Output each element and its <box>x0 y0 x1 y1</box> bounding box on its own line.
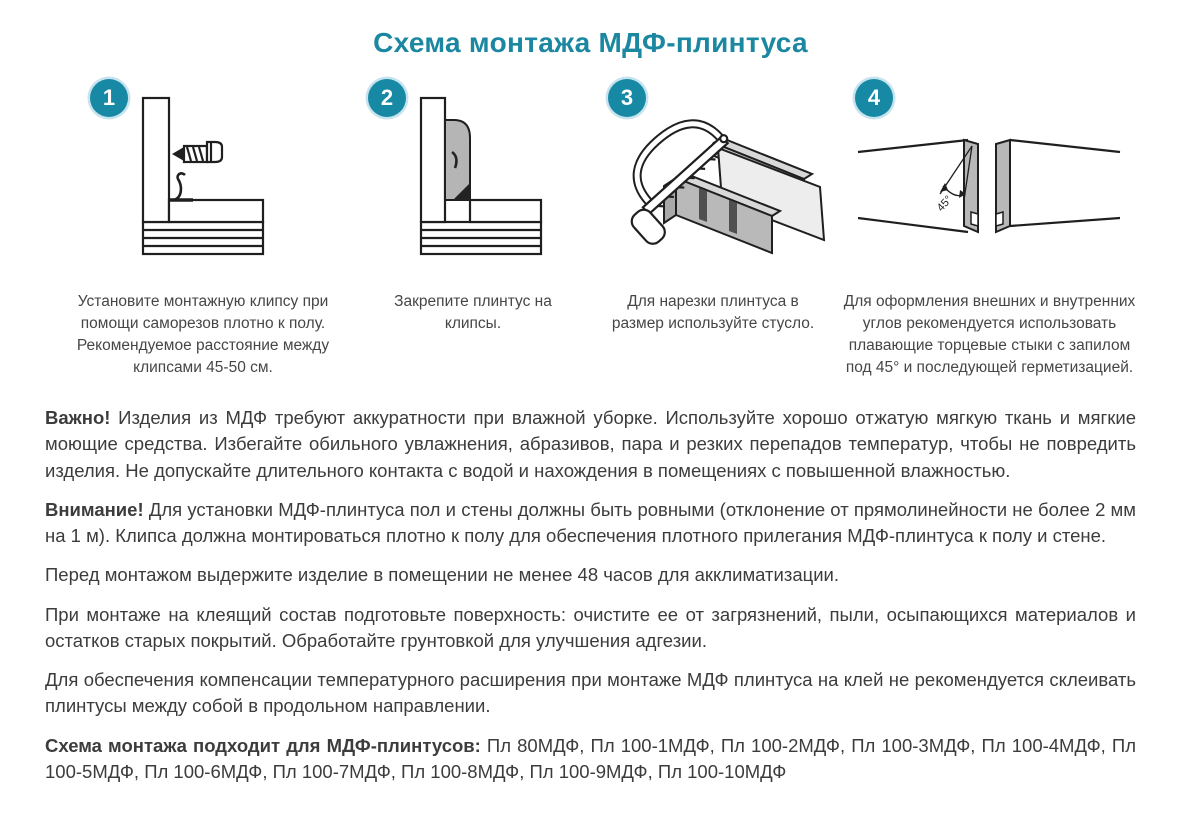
step-2-caption: Закрепите плинтус на клипсы. <box>394 293 552 332</box>
step-2 <box>358 79 588 379</box>
paragraph-expansion-text: Для обеспечения компенсации температурного расширения при монтаже МДФ плинтуса на клей не рекомендуется склеивать плинтусы между собой в продольном направлении. <box>45 669 1136 717</box>
step-1-caption: Установите монтажную клипсу при помощи саморезов плотно к полу. Рекомендуемое расстояние между клипсами 45-50 см. <box>76 293 330 376</box>
step-3-number: 3 <box>620 85 634 110</box>
paragraph-compatible-models-text: Пл 80МДФ, Пл 100-1МДФ, Пл 100-2МДФ, Пл 100-3МДФ, Пл 100-4МДФ, Пл 100-5МДФ, Пл 100-6МДФ, Пл 100-7МДФ, Пл 100-8МДФ, Пл 100-9МДФ, Пл 100-10МДФ <box>45 734 1136 782</box>
angle-45-label: 45° <box>934 193 955 214</box>
corner-joint-45deg-icon <box>850 100 1130 260</box>
step-4-caption: Для оформления внешних и внутренних углов рекомендуется использовать плавающие торцевые стыки с запилом под 45° и последующей герметизацией. <box>843 293 1136 376</box>
step-1 <box>48 79 358 379</box>
steps-row <box>48 79 1141 379</box>
step-3 <box>588 79 838 379</box>
body-text <box>45 405 1136 785</box>
step-3-caption: Для нарезки плинтуса в размер используйте стусло. <box>611 293 815 332</box>
step-4-number: 4 <box>867 85 881 110</box>
step-2-badge <box>368 79 406 117</box>
paragraph-important <box>45 405 1136 484</box>
paragraph-important-text: Изделия из МДФ требуют аккуратности при влажной уборке. Используйте хорошо отжатую мягкую ткань и мягкие моющие средства. Избегайте обильного увлажнения, абразивов, пара и резких перепадов температур, чтобы не повредить изделия. Не допускайте длительного контакта с водой и нахождения в помещениях с повышенной влажностью. <box>45 407 1136 481</box>
step-2-number: 2 <box>380 85 394 110</box>
paragraph-attention <box>45 497 1136 550</box>
clip-and-screw-icon <box>88 90 318 270</box>
paragraph-glue-surface <box>45 602 1136 655</box>
paragraph-important-lead: Важно! <box>45 407 119 428</box>
paragraph-compatible-models <box>45 733 1136 786</box>
step-4-badge <box>855 79 893 117</box>
step-3-badge <box>608 79 646 117</box>
plinth-on-clip-icon <box>383 90 563 270</box>
step-4 <box>838 79 1141 379</box>
paragraph-acclimatization-text: Перед монтажом выдержите изделие в помещении не менее 48 часов для акклиматизации. <box>45 564 840 586</box>
paragraph-expansion <box>45 667 1136 720</box>
page-title: Схема монтажа МДФ-плинтуса <box>373 27 808 58</box>
step-1-badge <box>90 79 128 117</box>
paragraph-attention-text: Для установки МДФ-плинтуса пол и стены должны быть ровными (отклонение от прямолинейности не более 2 мм на 1 м). Клипса должна монтироваться плотно к полу для обеспечения плотного прилегания МДФ-плинтуса к полу и стене. <box>45 498 1136 547</box>
paragraph-attention-lead: Внимание! <box>45 498 149 520</box>
paragraph-glue-surface-text: При монтаже на клеящий состав подготовьте поверхность: очистите ее от загрязнений, пыли, осыпающихся материалов и остатков старых покрытий. Обработайте грунтовкой для улучшения адгезии. <box>45 603 1136 651</box>
step-1-number: 1 <box>102 85 116 110</box>
paragraph-acclimatization <box>45 562 1136 588</box>
paragraph-compatible-models-lead: Схема монтажа подходит для МДФ-плинтусов: <box>45 734 487 756</box>
